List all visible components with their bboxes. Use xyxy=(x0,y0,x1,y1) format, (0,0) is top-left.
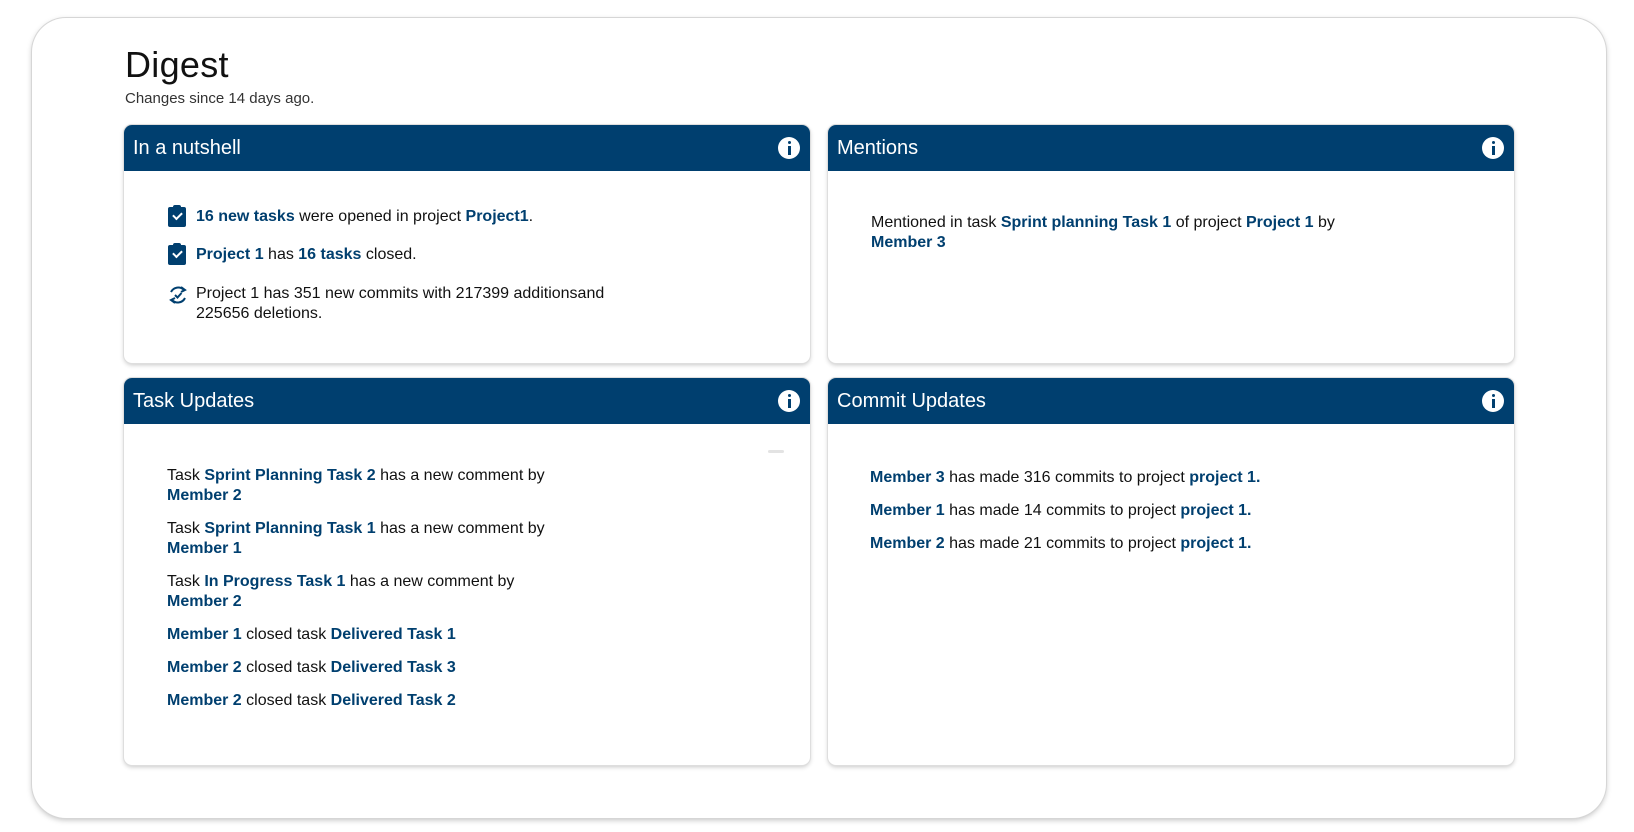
nutshell-header xyxy=(124,125,810,171)
item-text: closed task xyxy=(241,692,331,709)
member-link[interactable]: Member 2 xyxy=(167,692,242,709)
mentions-header xyxy=(828,125,1514,171)
list-item xyxy=(167,572,587,612)
mentions-title: Mentions xyxy=(837,136,919,159)
item-text: Task xyxy=(167,573,205,590)
item-text: has made 21 commits to project xyxy=(944,535,1181,552)
list-item xyxy=(167,691,587,711)
commit-updates-card xyxy=(828,378,1514,765)
list-item xyxy=(870,468,1260,488)
nutshell-text: . xyxy=(528,208,534,225)
clipboard-check-icon xyxy=(168,207,188,227)
member-link[interactable]: Member 1 xyxy=(870,502,945,519)
sync-check-icon xyxy=(168,284,188,304)
nutshell-text: were opened in project xyxy=(294,208,466,225)
nutshell-card xyxy=(124,125,810,363)
project-link[interactable]: Project 1 xyxy=(196,246,264,263)
scrollbar[interactable] xyxy=(768,450,784,453)
mention-text: by xyxy=(1313,214,1335,231)
item-text: has a new comment by xyxy=(345,573,515,590)
project-link[interactable]: Project1 xyxy=(465,208,529,225)
clipboard-check-icon xyxy=(168,245,188,265)
task-updates-title: Task Updates xyxy=(133,389,255,412)
project-link[interactable]: project 1. xyxy=(1180,502,1252,519)
item-text: closed task xyxy=(241,659,331,676)
mention-text: Mentioned in task xyxy=(871,214,1001,231)
member-link[interactable]: Member 2 xyxy=(167,487,242,504)
page-title: Digest xyxy=(125,44,229,85)
info-icon[interactable] xyxy=(1482,390,1504,412)
member-link[interactable]: Member 1 xyxy=(167,626,242,643)
info-icon[interactable] xyxy=(778,137,800,159)
list-item xyxy=(167,466,587,506)
list-item xyxy=(870,501,1252,521)
task-link[interactable]: In Progress Task 1 xyxy=(204,573,346,590)
member-link[interactable]: Member 2 xyxy=(167,593,242,610)
new-tasks-link[interactable]: 16 new tasks xyxy=(196,208,295,225)
project-link[interactable]: Project 1 xyxy=(1245,214,1314,231)
nutshell-item-commits xyxy=(168,284,616,324)
item-text: Task xyxy=(167,467,205,484)
task-updates-card xyxy=(124,378,810,765)
nutshell-text: has xyxy=(263,246,299,263)
list-item xyxy=(167,625,587,645)
member-link[interactable]: Member 3 xyxy=(870,469,945,486)
task-link[interactable]: Sprint planning Task 1 xyxy=(1000,214,1172,231)
nutshell-item-new-tasks xyxy=(168,207,533,227)
item-text: has made 316 commits to project xyxy=(944,469,1190,486)
task-link[interactable]: Sprint Planning Task 1 xyxy=(204,520,376,537)
closed-tasks-link[interactable]: 16 tasks xyxy=(298,246,362,263)
member-link[interactable]: Member 2 xyxy=(167,659,242,676)
list-item xyxy=(870,534,1252,554)
task-updates-header xyxy=(124,378,810,424)
nutshell-title: In a nutshell xyxy=(133,136,241,159)
member-link[interactable]: Member 3 xyxy=(871,234,946,251)
page-subtitle: Changes since 14 days ago. xyxy=(125,90,315,107)
member-link[interactable]: Member 2 xyxy=(870,535,945,552)
task-link[interactable]: Delivered Task 2 xyxy=(330,692,456,709)
project-link[interactable]: project 1. xyxy=(1189,469,1261,486)
info-icon[interactable] xyxy=(778,390,800,412)
nutshell-item-closed-tasks xyxy=(168,245,417,265)
member-link[interactable]: Member 1 xyxy=(167,540,242,557)
item-text: has made 14 commits to project xyxy=(944,502,1181,519)
mentions-card xyxy=(828,125,1514,363)
item-text: Task xyxy=(167,520,205,537)
item-text: closed task xyxy=(241,626,331,643)
info-icon[interactable] xyxy=(1482,137,1504,159)
task-link[interactable]: Delivered Task 3 xyxy=(330,659,456,676)
task-link[interactable]: Sprint Planning Task 2 xyxy=(204,467,376,484)
project-link[interactable]: project 1. xyxy=(1180,535,1252,552)
list-item xyxy=(167,519,587,559)
item-text: has a new comment by xyxy=(375,467,545,484)
list-item xyxy=(167,658,587,678)
commit-updates-header xyxy=(828,378,1514,424)
mention-text: of project xyxy=(1171,214,1246,231)
commits-summary-text: Project 1 has 351 new commits with 217399 additionsand 225656 deletions. xyxy=(196,285,605,322)
commit-updates-title: Commit Updates xyxy=(837,389,986,412)
item-text: has a new comment by xyxy=(375,520,545,537)
mention-item xyxy=(871,213,1391,253)
task-link[interactable]: Delivered Task 1 xyxy=(330,626,456,643)
nutshell-text: closed. xyxy=(361,246,417,263)
